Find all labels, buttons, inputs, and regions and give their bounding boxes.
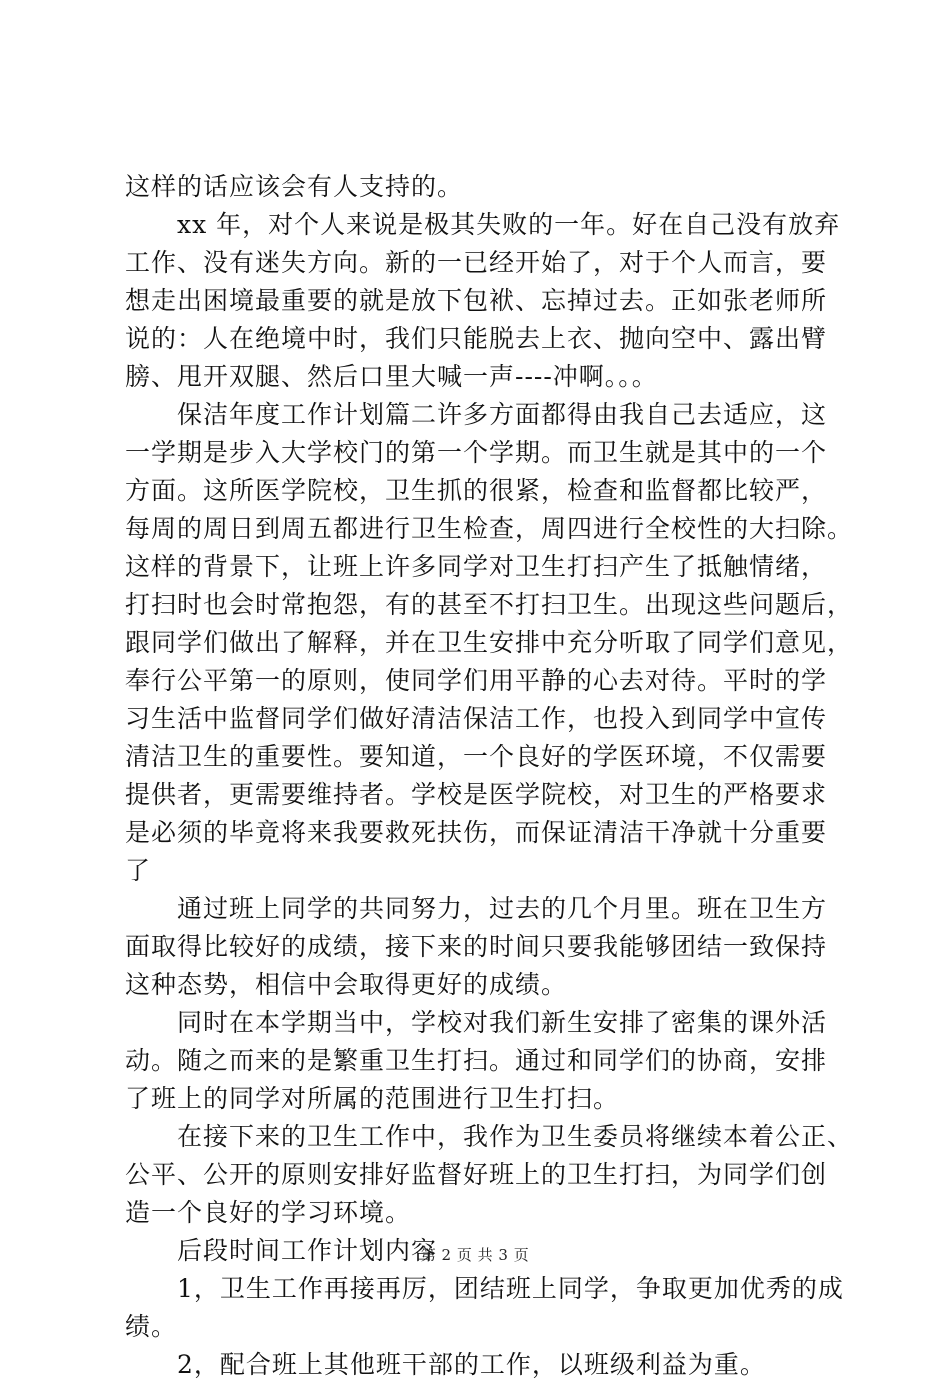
text-line: 同时在本学期当中，学校对我们新生安排了密集的课外活 xyxy=(177,1008,828,1037)
text-line: 清洁卫生的重要性。要知道，一个良好的学医环境，不仅需要 xyxy=(125,742,828,771)
text-line: 每周的周日到周五都进行卫生检查，周四进行全校性的大扫除。 xyxy=(125,514,854,543)
text-line: 在接下来的卫生工作中，我作为卫生委员将继续本着公正、 xyxy=(177,1122,854,1151)
text-line: xx 年，对个人来说是极其失败的一年。好在自己没有放弃 xyxy=(177,210,841,239)
text-line: 这样的背景下，让班上许多同学对卫生打扫产生了抵触情绪， xyxy=(125,552,828,581)
text-line: 工作、没有迷失方向。新的一已经开始了，对于个人而言，要 xyxy=(125,248,828,277)
text-line: 想走出困境最重要的就是放下包袱、忘掉过去。正如张老师所 xyxy=(125,286,828,315)
text-line: 奉行公平第一的原则，使同学们用平静的心去对待。平时的学 xyxy=(125,666,828,695)
text-line: 了 xyxy=(125,856,152,885)
text-line: 保洁年度工作计划篇二许多方面都得由我自己去适应，这 xyxy=(177,400,828,429)
document-body xyxy=(125,168,854,1384)
text-line: 1，卫生工作再接再厉，团结班上同学，争取更加优秀的成 xyxy=(177,1274,844,1303)
text-line: 这样的话应该会有人支持的。 xyxy=(125,172,464,201)
text-line: 造一个良好的学习环境。 xyxy=(125,1198,412,1227)
text-line: 跟同学们做出了解释，并在卫生安排中充分听取了同学们意见， xyxy=(125,628,854,657)
text-line: 后段时间工作计划内容 xyxy=(177,1236,438,1265)
text-line: 习生活中监督同学们做好清洁保洁工作，也投入到同学中宣传 xyxy=(125,704,828,733)
text-line: 通过班上同学的共同努力，过去的几个月里。班在卫生方 xyxy=(177,894,828,923)
text-line: 一学期是步入大学校门的第一个学期。而卫生就是其中的一个 xyxy=(125,438,828,467)
text-line: 绩。 xyxy=(125,1312,178,1341)
text-line: 是必须的毕竟将来我要救死扶伤，而保证清洁干净就十分重要 xyxy=(125,818,828,847)
text-line: 2，配合班上其他班干部的工作，以班级利益为重。 xyxy=(177,1350,766,1379)
text-line: 说的：人在绝境中时，我们只能脱去上衣、抛向空中、露出臂 xyxy=(125,324,828,353)
text-line: 这种态势，相信中会取得更好的成绩。 xyxy=(125,970,568,999)
page-number-footer: 第 2 页 共 3 页 xyxy=(420,1246,530,1264)
text-line: 公平、公开的原则安排好监督好班上的卫生打扫，为同学们创 xyxy=(125,1160,828,1189)
text-line: 方面。这所医学院校，卫生抓的很紧，检查和监督都比较严， xyxy=(125,476,828,505)
text-line: 膀、甩开双腿、然后口里大喊一声----冲啊。。。 xyxy=(125,362,658,391)
text-line: 提供者，更需要维持者。学校是医学院校，对卫生的严格要求 xyxy=(125,780,828,809)
text-line: 打扫时也会时常抱怨，有的甚至不打扫卫生。出现这些问题后， xyxy=(125,590,854,619)
text-line: 了班上的同学对所属的范围进行卫生打扫。 xyxy=(125,1084,620,1113)
text-line: 动。随之而来的是繁重卫生打扫。通过和同学们的协商，安排 xyxy=(125,1046,828,1075)
text-line: 面取得比较好的成绩，接下来的时间只要我能够团结一致保持 xyxy=(125,932,828,961)
